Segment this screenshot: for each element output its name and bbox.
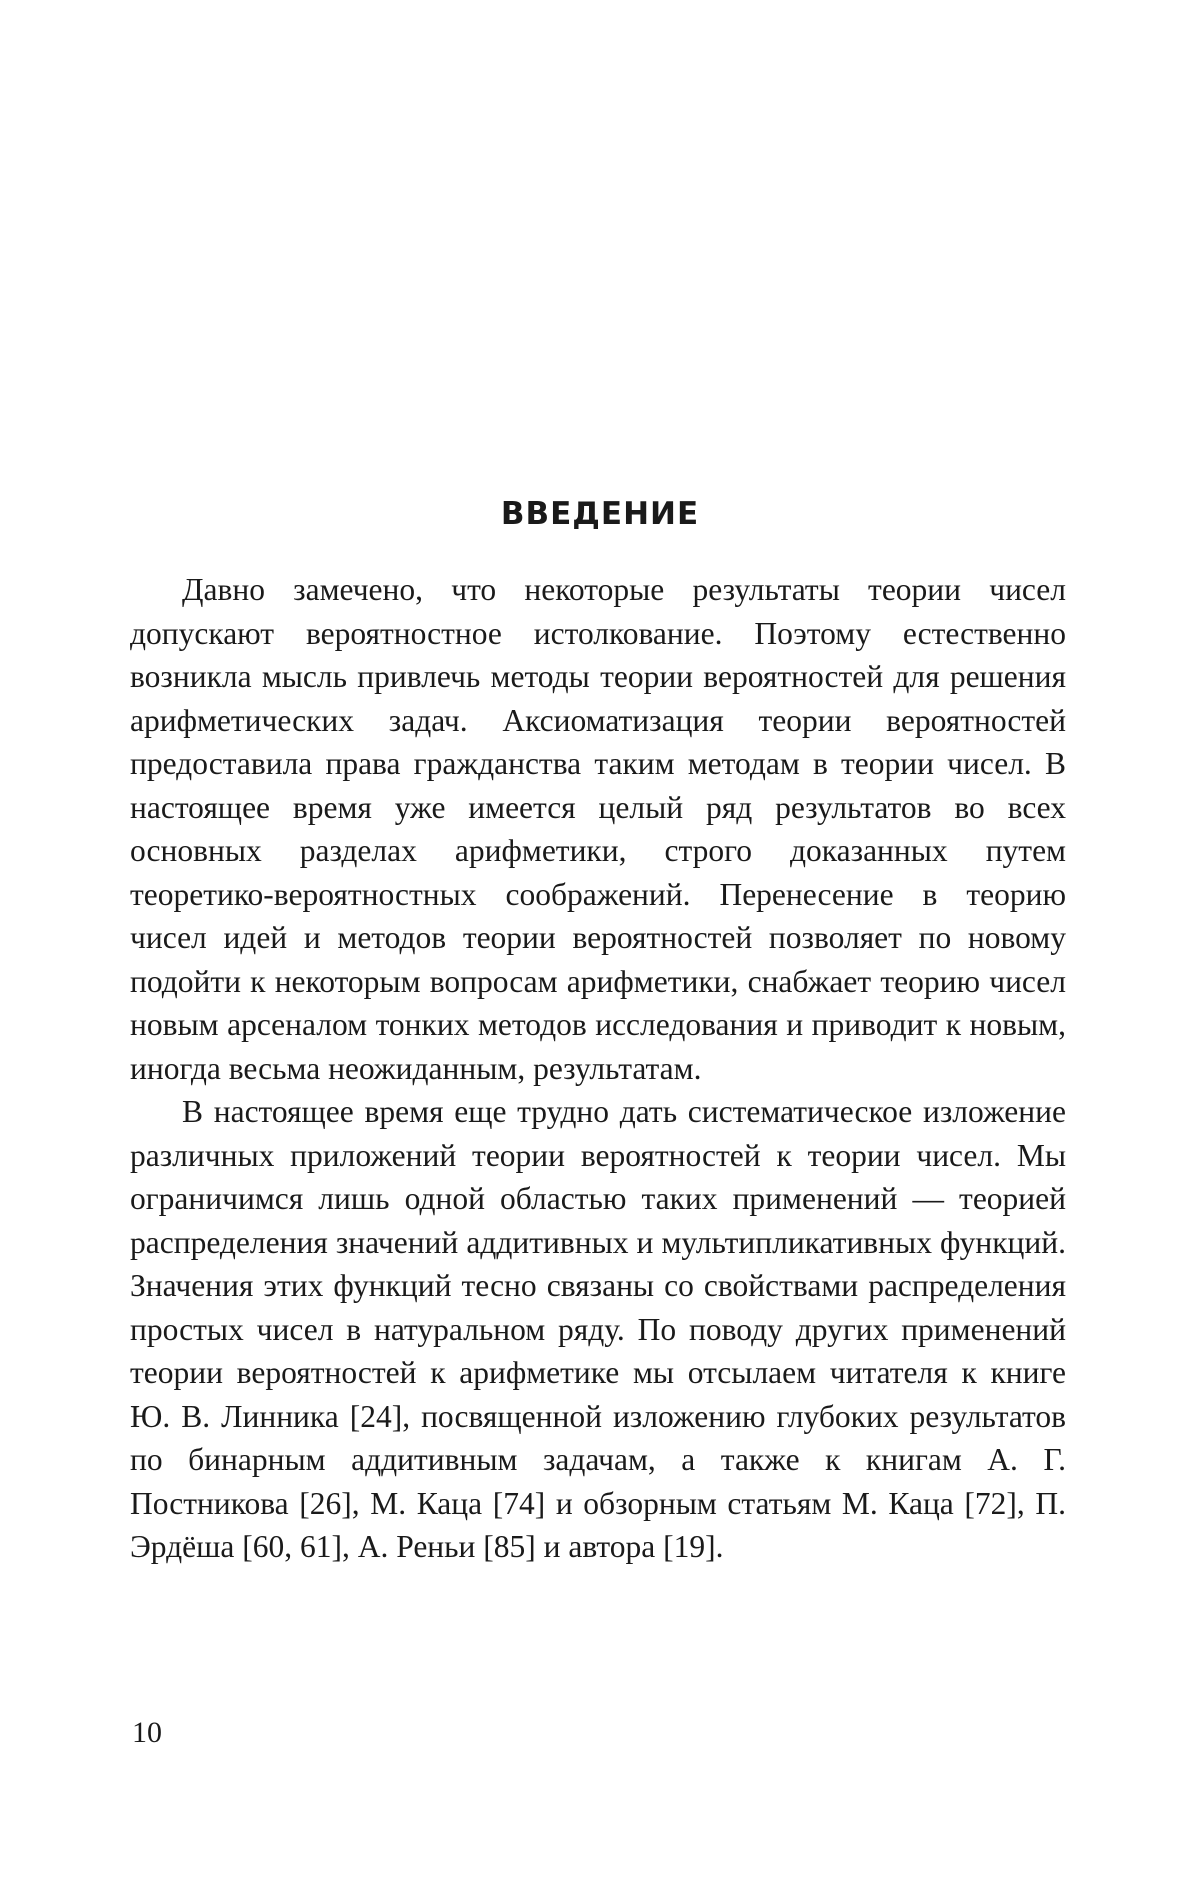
paragraph-1: Давно замечено, что некоторые результаты теории чисел допускают вероятностное истолкование. Поэтому естественно возникла мысль привлечь методы теории вероятностей для решения арифметических задач. Аксиоматизация теории вероятностей предоставила права гражданства таким методам в теории чисел. В настоящее время уже имеется целый ряд результатов во всех основных разделах арифметики, строго доказанных путем теоретико-вероятностных соображений. Перенесение в теорию чисел идей и методов теории вероятностей позволяет по новому подойти к некоторым вопросам арифметики, снабжает теорию чисел новым арсеналом тонких методов исследования и приводит к новым, иногда весьма неожиданным, результатам. xyxy=(130,572,1066,1086)
chapter-heading: ВВЕДЕНИЕ xyxy=(500,496,700,532)
body-text xyxy=(130,568,1066,1569)
paragraph-2: В настоящее время еще трудно дать систематическое изложение различных приложений теории вероятностей к теории чисел. Мы ограничимся лишь одной областью таких применений — теорией распределения значений аддитивных и мультипликативных функций. Значения этих функций тесно связаны со свойствами распределения простых чисел в натуральном ряду. По поводу других применений теории вероятностей к арифметике мы отсылаем читателя к книге Ю. В. Линника [24], посвященной изложению глубоких результатов по бинарным аддитивным задачам, а также к книгам А. Г. Постникова [26], М. Каца [74] и обзорным статьям М. Каца [72], П. Эрдёша [60, 61], А. Реньи [85] и автора [19]. xyxy=(130,1094,1066,1564)
page-number: 10 xyxy=(132,1716,162,1749)
